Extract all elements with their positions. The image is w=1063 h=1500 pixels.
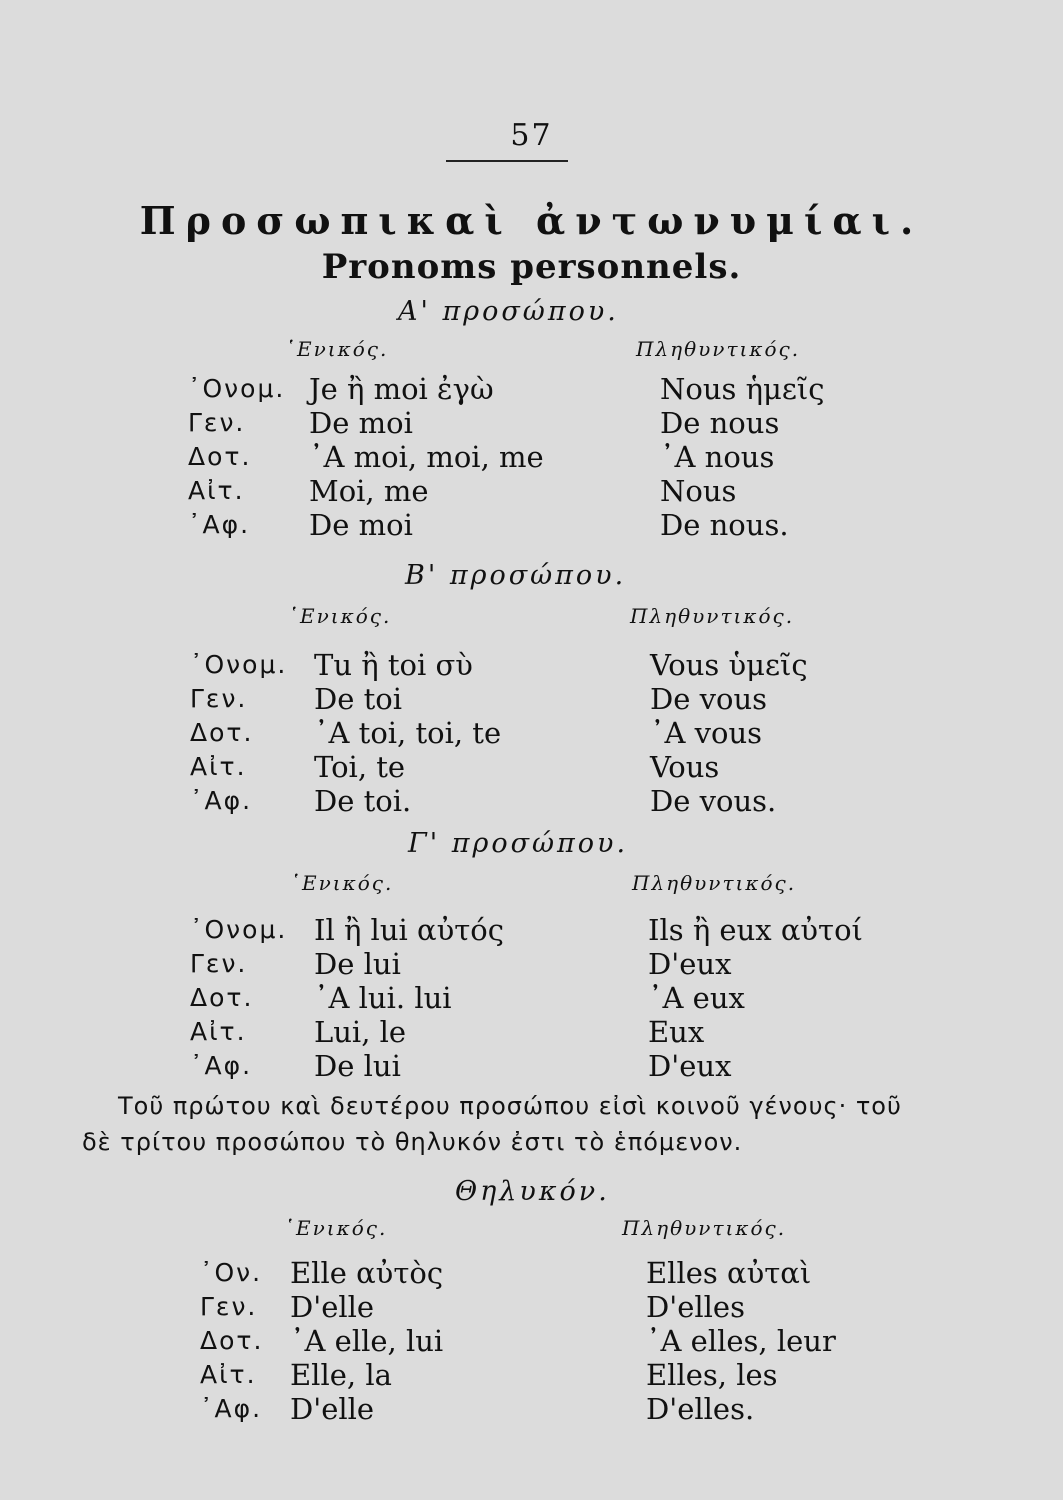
feminine-singular-column: [290, 1256, 443, 1426]
singular-form: ᾿A lui. lui: [314, 981, 452, 1015]
singular-form: D'elle: [290, 1290, 375, 1324]
singular-form: De moi: [309, 406, 413, 440]
section-2-person-heading: Β' προσώπου.: [405, 560, 627, 591]
feminine-singular-label: ῾Ενικός.: [284, 1216, 388, 1240]
singular-form: De moi: [309, 508, 413, 542]
case-label: Αἰτ.: [190, 752, 247, 781]
singular-form: ᾿A moi, moi, me: [309, 440, 544, 474]
case-label: Γεν.: [188, 408, 246, 437]
case-label: ᾿Αφ.: [190, 786, 253, 815]
case-label: ᾿Ονομ.: [190, 915, 288, 944]
gender-note: [82, 1088, 962, 1160]
section-2-singular-label: ῾Ενικός.: [288, 604, 392, 628]
section-1-singular-column: [309, 372, 544, 542]
singular-form: Je ἢ moi ἐγὼ: [309, 372, 494, 406]
gender-note-line-1: Τοῦ πρώτου καὶ δευτέρου προσώπου εἰσὶ κοινοῦ γένους· τοῦ: [118, 1092, 902, 1120]
plural-form: D'elles.: [646, 1392, 755, 1426]
singular-form: Moi, me: [309, 474, 429, 508]
page-number-rule: [446, 160, 568, 162]
section-3-plural-label: Πληθυντικός.: [632, 871, 797, 895]
singular-form: Lui, le: [314, 1015, 407, 1049]
section-2-case-column: [190, 648, 287, 818]
case-label: Δοτ.: [200, 1326, 264, 1355]
case-label: Δοτ.: [190, 983, 254, 1012]
plural-form: Eux: [648, 1015, 705, 1049]
plural-form: De nous: [660, 406, 780, 440]
singular-form: Elle, la: [290, 1358, 392, 1392]
singular-form: De lui: [314, 947, 401, 981]
plural-form: D'eux: [648, 1049, 732, 1083]
case-label: ᾿Αφ.: [200, 1394, 263, 1423]
plural-form: ᾿A vous: [650, 716, 763, 750]
section-3-person-heading: Γ' προσώπου.: [408, 828, 629, 859]
plural-form: De vous: [650, 682, 768, 716]
singular-form: De toi: [314, 682, 403, 716]
title-french: Pronoms personnels.: [321, 247, 742, 287]
plural-form: ᾿A eux: [648, 981, 745, 1015]
plural-form: ᾿A nous: [660, 440, 775, 474]
case-label: Γεν.: [190, 684, 248, 713]
case-label: Αἰτ.: [188, 476, 245, 505]
section-3-singular-column: [314, 913, 504, 1083]
feminine-plural-column: [646, 1256, 836, 1426]
section-1-singular-label: ῾Ενικός.: [285, 337, 389, 361]
singular-form: D'elle: [290, 1392, 375, 1426]
case-label: Γεν.: [200, 1292, 258, 1321]
section-1-person-heading: Α' προσώπου.: [398, 296, 619, 327]
case-label: ᾿Ονομ.: [188, 374, 286, 403]
page-number: 57: [510, 118, 553, 153]
gender-note-line-2: δὲ τρίτου προσώπου τὸ θηλυκόν ἐστι τὸ ἑπόμενον.: [82, 1128, 743, 1156]
section-1-case-column: [188, 372, 285, 542]
plural-form: Vous ὑμεῖς: [650, 648, 808, 682]
plural-form: Ils ἢ eux αὐτοί: [648, 913, 863, 947]
plural-form: Nous ἡμεῖς: [660, 372, 825, 406]
case-label: Αἰτ.: [200, 1360, 257, 1389]
plural-form: De vous.: [650, 784, 777, 818]
section-3-case-column: [190, 913, 287, 1083]
case-label: ᾿Αφ.: [190, 1051, 253, 1080]
singular-form: ᾿A elle, lui: [290, 1324, 444, 1358]
plural-form: Elles αὐταὶ: [646, 1256, 812, 1290]
case-label: ᾿Ονομ.: [190, 650, 288, 679]
section-3-singular-label: ῾Ενικός.: [290, 871, 394, 895]
plural-form: Elles, les: [646, 1358, 778, 1392]
case-label: ᾿Ον.: [200, 1258, 263, 1287]
singular-form: Elle αὐτὸς: [290, 1256, 444, 1290]
feminine-heading: Θηλυκόν.: [455, 1176, 610, 1207]
feminine-case-column: [200, 1256, 263, 1426]
case-label: Γεν.: [190, 949, 248, 978]
case-label: Δοτ.: [188, 442, 252, 471]
section-2-singular-column: [314, 648, 501, 818]
singular-form: Toi, te: [314, 750, 406, 784]
section-3-plural-column: [648, 913, 863, 1083]
plural-form: Vous: [650, 750, 720, 784]
feminine-plural-label: Πληθυντικός.: [622, 1216, 787, 1240]
singular-form: De toi.: [314, 784, 412, 818]
case-label: ᾿Αφ.: [188, 510, 251, 539]
plural-form: ᾿A elles, leur: [646, 1324, 836, 1358]
plural-form: D'eux: [648, 947, 732, 981]
case-label: Δοτ.: [190, 718, 254, 747]
title-greek: Προσωπικαὶ ἀντωνυμίαι.: [139, 198, 924, 243]
case-label: Αἰτ.: [190, 1017, 247, 1046]
singular-form: Tu ἢ toi σὺ: [314, 648, 473, 682]
singular-form: De lui: [314, 1049, 401, 1083]
singular-form: ᾿A toi, toi, te: [314, 716, 502, 750]
section-2-plural-column: [650, 648, 808, 818]
section-2-plural-label: Πληθυντικός.: [630, 604, 795, 628]
plural-form: Nous: [660, 474, 737, 508]
singular-form: Il ἢ lui αὐτός: [314, 913, 504, 947]
plural-form: De nous.: [660, 508, 789, 542]
plural-form: D'elles: [646, 1290, 745, 1324]
section-1-plural-label: Πληθυντικός.: [636, 337, 801, 361]
section-1-plural-column: [660, 372, 824, 542]
